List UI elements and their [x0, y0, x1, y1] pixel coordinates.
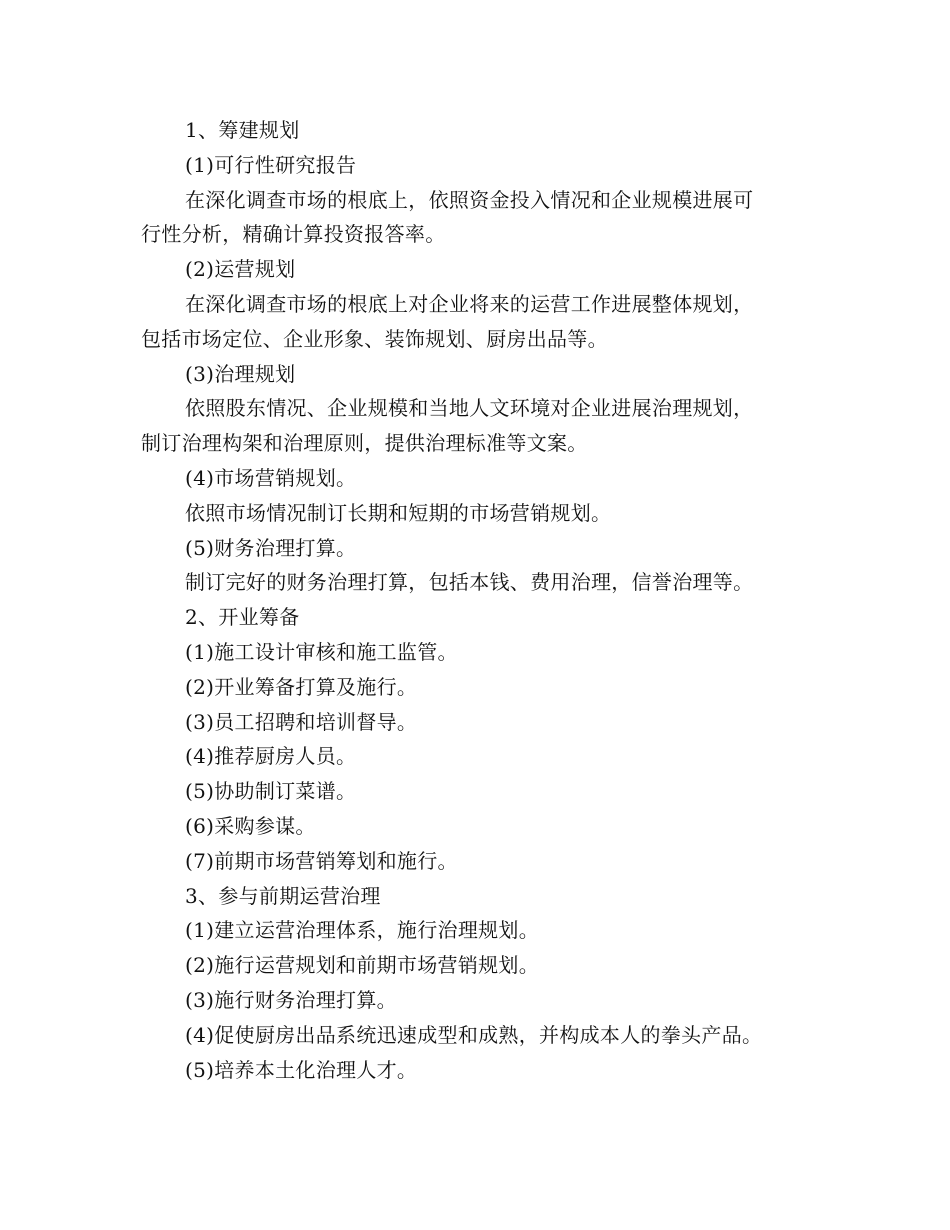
section-heading-3: 3、参与前期运营治理	[185, 883, 381, 908]
list-item: (2)开业筹备打算及施行。	[185, 674, 418, 699]
paragraph-line: 依照市场情况制订长期和短期的市场营销规划。	[185, 500, 612, 525]
paragraph-line: 行性分析，精确计算投资报答率。	[141, 222, 446, 247]
paragraph-line: 在深化调查市场的根底上，依照资金投入情况和企业规模进展可	[185, 187, 754, 212]
list-item: (4)推荐厨房人员。	[185, 744, 357, 769]
list-item: (6)采购参谋。	[185, 813, 316, 838]
list-item: (3)员工招聘和培训督导。	[185, 709, 418, 734]
paragraph-line: 在深化调查市场的根底上对企业将来的运营工作进展整体规划，	[185, 291, 754, 316]
section-heading-2: 2、开业筹备	[185, 605, 300, 630]
paragraph-line: 依照股东情况、企业规模和当地人文环境对企业进展治理规划，	[185, 396, 754, 421]
subheading: (4)市场营销规划。	[185, 465, 357, 490]
subheading: (2)运营规划	[185, 257, 296, 282]
list-item: (2)施行运营规划和前期市场营销规划。	[185, 953, 540, 978]
list-item: (1)施工设计审核和施工监管。	[185, 639, 458, 664]
list-item: (7)前期市场营销筹划和施行。	[185, 848, 458, 873]
list-item: (1)建立运营治理体系，施行治理规划。	[185, 918, 540, 943]
list-item: (3)施行财务治理打算。	[185, 987, 397, 1012]
document-body	[141, 113, 821, 1087]
list-item: (5)协助制订菜谱。	[185, 779, 357, 804]
subheading: (5)财务治理打算。	[185, 535, 357, 560]
subheading: (1)可行性研究报告	[185, 152, 357, 177]
paragraph-line: 包括市场定位、企业形象、装饰规划、厨房出品等。	[141, 326, 608, 351]
paragraph-line: 制订完好的财务治理打算，包括本钱、费用治理，信誉治理等。	[185, 570, 754, 595]
section-heading-1: 1、筹建规划	[185, 118, 300, 142]
paragraph-line: 制订治理构架和治理原则，提供治理标准等文案。	[141, 431, 588, 456]
subheading: (3)治理规划	[185, 361, 296, 386]
list-item: (4)促使厨房出品系统迅速成型和成熟，并构成本人的拳头产品。	[185, 1022, 763, 1047]
list-item: (5)培养本土化治理人才。	[185, 1057, 418, 1082]
